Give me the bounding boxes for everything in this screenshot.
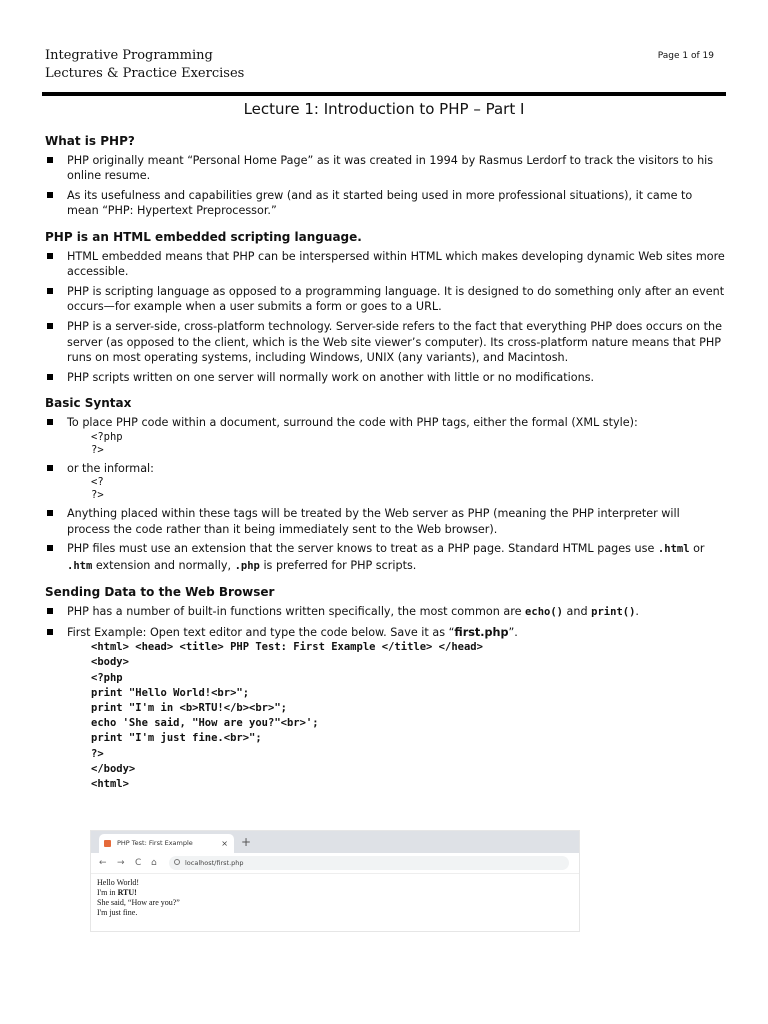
inline-code: .php: [234, 559, 260, 572]
code-line: <html>: [91, 778, 129, 791]
list-item: As its usefulness and capabilities grew (and as it started being used in more professional situations), it came to mean “PHP: Hypertext Preprocessor.”: [45, 188, 725, 219]
text-run: extension and normally,: [92, 558, 235, 572]
code-line: <?: [91, 476, 104, 489]
code-line: <?php: [91, 671, 123, 684]
text-run: PHP has a number of built-in functions written specifically, the most common are: [67, 605, 526, 619]
text-run: I'm in: [97, 888, 118, 897]
forward-arrow-icon: →: [117, 858, 125, 868]
list-item: PHP scripts written on one server will normally work on another with little or no modifications.: [45, 370, 725, 386]
list-item: [45, 541, 725, 574]
code-line: echo 'She said, "How are you?"<br>';: [91, 717, 319, 730]
lecture-title: Lecture 1: Introduction to PHP – Part I: [243, 100, 525, 118]
list-item: [45, 461, 725, 503]
page-number: Page 1 of 19: [657, 51, 714, 61]
text-run: and: [562, 605, 592, 619]
list-item-text: To place PHP code within a document, surround the code with PHP tags, either the formal (XML style):: [67, 415, 638, 429]
header-rule: [42, 92, 726, 96]
bullet-list-basic-syntax: [45, 415, 725, 575]
inline-code: .htm: [67, 559, 93, 572]
bullet-list-what-is-php: [45, 153, 725, 219]
browser-tab-bar: [91, 831, 579, 853]
browser-screenshot: [90, 830, 580, 932]
code-line: print "I'm in <b>RTU!</b><br>";: [91, 702, 287, 715]
list-item-text: [67, 625, 725, 641]
browser-address-bar: [91, 853, 579, 874]
output-line: She said, “How are you?”: [97, 898, 180, 907]
file-name: first.php: [454, 625, 509, 639]
tab-title: PHP Test: First Example: [117, 839, 193, 847]
close-icon: ×: [221, 839, 228, 848]
code-line: <html> <head> <title> PHP Test: First Example </title> </head>: [91, 641, 483, 654]
code-line: <?php: [91, 430, 123, 443]
list-item-text: or the informal:: [67, 461, 154, 475]
new-tab-icon: +: [241, 835, 252, 849]
inline-code: .html: [657, 543, 690, 556]
inline-code: print(): [591, 606, 636, 619]
running-header: [45, 47, 244, 83]
text-run: or: [689, 542, 705, 556]
code-line: ?>: [91, 443, 104, 456]
code-line: print "I'm just fine.<br>";: [91, 732, 262, 745]
home-icon: ⌂: [151, 858, 157, 868]
output-line: I'm just fine.: [97, 908, 138, 917]
output-line: Hello World!: [97, 878, 140, 887]
section-heading-html-embedded: PHP is an HTML embedded scripting language.: [45, 229, 362, 244]
browser-tab: [99, 834, 234, 853]
list-item: [45, 625, 725, 793]
browser-viewport: [91, 874, 579, 922]
list-item: [45, 604, 725, 621]
text-run: is preferred for PHP scripts.: [259, 558, 417, 572]
section-heading-sending-data: Sending Data to the Web Browser: [45, 585, 275, 600]
bold-text: RTU!: [117, 888, 137, 897]
list-item: PHP is a server-side, cross-platform technology. Server-side refers to the fact that everything PHP does occurs on the server (as opposed to the client, which is the Web site viewer’s computer). Its cross-platform nature means that PHP runs on most operating systems, including Windows, UNIX (any variants), and Macintosh.: [45, 319, 725, 366]
url-text: localhost/first.php: [185, 859, 244, 867]
text-run: .: [635, 605, 639, 619]
favicon-icon: [104, 840, 111, 847]
list-item: Anything placed within these tags will be treated by the Web server as PHP (meaning the PHP interpreter will process the code rather than it being immediately sent to the Web browser).: [45, 506, 725, 537]
list-item: [45, 415, 725, 457]
bullet-list-sending-data: [45, 604, 725, 792]
reload-icon: C: [135, 858, 142, 868]
code-line: ?>: [91, 747, 104, 760]
course-name: Integrative Programming: [45, 48, 213, 63]
code-line: </body>: [91, 762, 136, 775]
output-line: [97, 888, 573, 898]
bullet-list-html-embedded: [45, 249, 725, 386]
code-line: <body>: [91, 656, 129, 669]
back-arrow-icon: ←: [99, 858, 107, 868]
inline-code: echo(): [525, 606, 563, 619]
url-field: [169, 856, 569, 870]
section-heading-what-is-php: What is PHP?: [45, 134, 135, 148]
list-item: PHP is scripting language as opposed to a programming language. It is designed to do something only after an event occurs—for example when a user submits a form or goes to a URL.: [45, 284, 725, 315]
lecture-body: [45, 134, 725, 796]
list-item: PHP originally meant “Personal Home Page” as it was created in 1994 by Rasmus Lerdorf to track the visitors to his online resume.: [45, 153, 725, 184]
text-run: PHP files must use an extension that the server knows to treat as a PHP page. Standard HTML pages use: [67, 542, 658, 556]
list-item: HTML embedded means that PHP can be interspersed within HTML which makes developing dynamic Web sites more accessible.: [45, 249, 725, 280]
text-run: First Example: Open text editor and type the code below. Save it as “: [67, 625, 455, 639]
text-run: ”.: [508, 625, 518, 639]
code-line: ?>: [91, 489, 104, 502]
course-subtitle: Lectures & Practice Exercises: [45, 66, 245, 81]
section-heading-basic-syntax: Basic Syntax: [45, 396, 132, 411]
info-icon: [174, 859, 180, 865]
code-line: print "Hello World!<br>";: [91, 686, 250, 699]
